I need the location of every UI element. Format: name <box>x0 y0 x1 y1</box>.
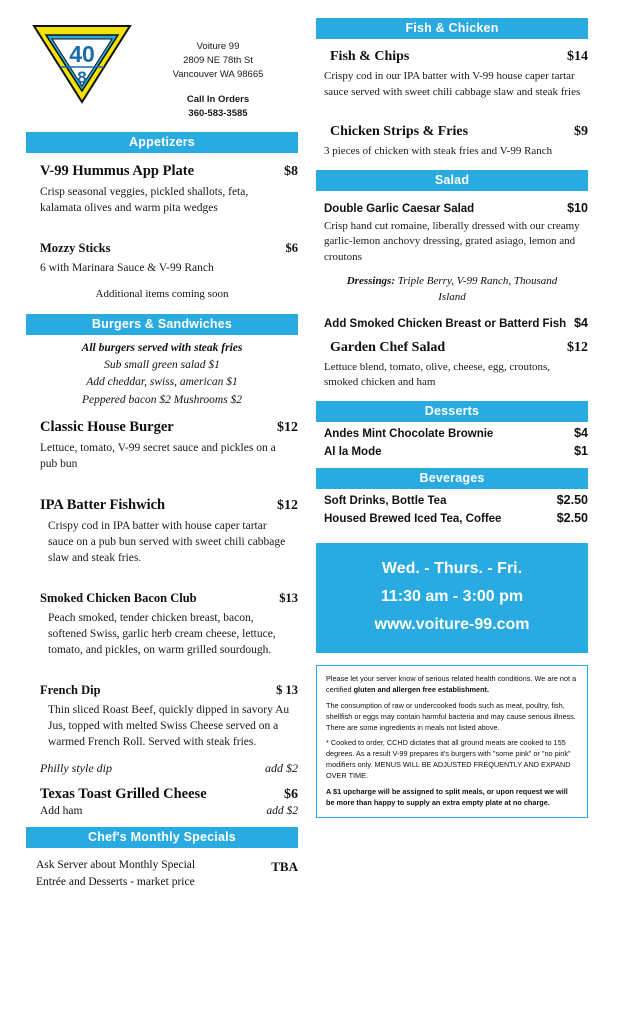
menu-item-price: $6 <box>285 240 298 255</box>
burgers-note-line-2: Sub small green salad $1 <box>104 359 220 372</box>
address-line-2: 2809 NE 78th St <box>183 54 253 66</box>
menu-item-description: Thin sliced Roast Beef, quickly dipped in savory Au Jus, topped with melted Swiss Cheese served on a warmed French Roll. Served with steak fries. <box>48 703 290 749</box>
burgers-note <box>26 340 298 409</box>
voiture-40-8-emblem-icon <box>26 18 138 108</box>
disclaimer-paragraph-1 <box>326 674 578 696</box>
menu-item-name: Garden Chef Salad <box>330 339 446 355</box>
menu-item-price: $12 <box>277 419 298 435</box>
menu-item-name: Fish & Chips <box>330 49 410 64</box>
menu-item-name: Add Smoked Chicken Breast or Batterd Fish <box>324 317 567 330</box>
chefs-specials-text: Ask Server about Monthly Special Entrée and Desserts - market price <box>36 858 196 888</box>
menu-item-chicken-strips-and-fries <box>316 124 588 140</box>
menu-item-al-la-mode <box>316 444 588 458</box>
menu-item-price: $9 <box>574 124 588 140</box>
website-link[interactable]: www.voiture-99.com <box>374 615 530 633</box>
disclaimer-paragraph-2: The consumption of raw or undercooked foods such as meat, poultry, fish, shellfish or eggs may contain harmful bacteria and may cause serious illness. There are some ingredients in meals not listed above. <box>326 700 576 732</box>
menu-item-name: Double Garlic Caesar Salad <box>324 202 475 215</box>
section-header-fish-chicken: Fish & Chicken <box>316 18 588 39</box>
address-line-3: Vancouver WA 98665 <box>172 68 264 80</box>
menu-item-smoked-chicken-bacon-club <box>26 591 298 606</box>
menu-item-name: French Dip <box>40 682 101 697</box>
menu-item-price: $10 <box>567 200 588 215</box>
section-header-beverages: Beverages <box>316 468 588 489</box>
addon-price: add $2 <box>265 760 298 775</box>
menu-item-iced-tea-coffee <box>316 511 588 525</box>
section-header-appetizers: Appetizers <box>26 132 298 153</box>
menu-item-name: IPA Batter Fishwich <box>40 496 166 513</box>
disclaimer-paragraph-4: A $1 upcharge will be assigned to split meals, or upon request we will be more than happy to supply an extra empty plate at no charge. <box>326 787 568 808</box>
burgers-note-line-3: Add cheddar, swiss, american $1 <box>86 376 238 389</box>
appetizers-note: Additional items coming soon <box>95 287 229 300</box>
menu-item-classic-house-burger <box>26 419 298 436</box>
menu-item-price: $12 <box>277 497 298 513</box>
menu-item-garden-chef-salad <box>316 340 588 356</box>
menu-item-description: Lettuce, tomato, V-99 secret sauce and pickles on a pub bun <box>40 441 276 471</box>
menu-item-name: V-99 Hummus App Plate <box>40 163 195 179</box>
section-header-chefs-specials: Chef's Monthly Specials <box>26 827 298 848</box>
burgers-note-line-1: All burgers served with steak fries <box>81 341 243 354</box>
menu-item-name: Al la Mode <box>324 445 382 458</box>
section-header-burgers: Burgers & Sandwiches <box>26 314 298 335</box>
menu-item-price: $1 <box>574 443 588 458</box>
call-in-orders-label: Call In Orders <box>186 94 250 106</box>
menu-item-description: Lettuce blend, tomato, olive, cheese, egg, croutons, smoked chicken and ham <box>324 360 551 389</box>
menu-item-name: Mozzy Sticks <box>40 240 111 255</box>
menu-item-description: 6 with Marinara Sauce & V-99 Ranch <box>40 261 214 274</box>
addon-label: Add ham <box>40 804 83 817</box>
menu-item-price: $13 <box>279 590 298 605</box>
menu-item-name: Andes Mint Chocolate Brownie <box>324 427 494 440</box>
menu-item-hummus <box>26 163 298 180</box>
addon-label: Philly style dip <box>40 760 112 775</box>
menu-item-price: $8 <box>284 164 298 179</box>
restaurant-address <box>138 18 298 121</box>
menu-item-name: Classic House Burger <box>40 418 174 435</box>
disclaimer-paragraph-3: * Cooked to order, CCHD dictates that all ground meats are cooked to 155 degrees. As a result V-99 prepares it's burgers with "some pink" or "no pink" modifiers only. MENUS WILL BE ADJUSTED FREQUENTLY AND EXPAND OVER TIME. <box>326 738 571 781</box>
menu-item-double-garlic-caesar-salad <box>316 201 588 215</box>
addon-price: add $2 <box>266 804 298 817</box>
burgers-note-line-4: Peppered bacon $2 Mushrooms $2 <box>81 393 243 406</box>
call-in-orders <box>138 93 298 121</box>
menu-item-name: Chicken Strips & Fries <box>330 124 469 140</box>
menu-item-name: Soft Drinks, Bottle Tea <box>324 494 447 507</box>
menu-item-name: Texas Toast Grilled Cheese <box>40 785 207 802</box>
menu-item-description: Crisp seasonal veggies, pickled shallots, feta, kalamata olives and warm pita wedges <box>40 186 249 215</box>
left-column <box>26 18 298 1014</box>
menu-item-texas-toast-grilled-cheese <box>26 786 298 803</box>
menu-item-description: Peach smoked, tender chicken breast, bacon, softened Swiss, garlic herb cream cheese, lettuce, tomato, and pickles, on warm grilled sourdough. <box>48 611 276 657</box>
menu-item-fish-and-chips <box>316 49 588 65</box>
menu-item-description: Crispy cod in our IPA batter with V-99 house caper tartar sauce served with sweet chili cabbage slaw and steak fries <box>324 70 581 98</box>
menu-item-price: $12 <box>567 339 588 355</box>
chefs-specials-row <box>26 857 298 892</box>
menu-item-price: $4 <box>574 425 588 440</box>
address-line-1: Voiture 99 <box>196 41 240 52</box>
hours-days: Wed. - Thurs. - Fri. <box>381 559 523 577</box>
menu-item-ipa-batter-fishwich <box>26 497 298 514</box>
disclaimer-p1-b: gluten and allergen free establishment. <box>353 684 490 694</box>
svg-text:8: 8 <box>77 68 87 87</box>
chefs-specials-tba: TBA <box>271 858 298 874</box>
svg-text:40: 40 <box>69 41 95 67</box>
menu-item-name: Housed Brewed Iced Tea, Coffee <box>324 512 502 525</box>
dressings-label: Dressings: <box>346 274 396 287</box>
hours-box <box>316 543 588 653</box>
addon-add-ham <box>26 805 298 817</box>
dressings-value: Triple Berry, V-99 Ranch, Thousand Island <box>397 274 558 303</box>
phone-number: 360-583-3585 <box>188 108 248 120</box>
menu-item-price: $2.50 <box>556 492 588 507</box>
menu-item-add-protein <box>316 316 588 330</box>
menu-item-description: Crisp hand cut romaine, liberally dressed with our creamy garlic-lemon anchovy dressing, grated asiago, lemon and croutons <box>324 219 580 264</box>
menu-item-description: Crispy cod in IPA batter with house caper tartar sauce on a pub bun served with sweet chili cabbage slaw and steak fries. <box>48 519 286 565</box>
menu-item-french-dip <box>26 683 298 698</box>
section-header-salad: Salad <box>316 170 588 191</box>
menu-header <box>26 18 298 126</box>
menu-item-soft-drinks <box>316 493 588 507</box>
menu-columns <box>26 18 596 1014</box>
salad-dressings <box>316 274 588 306</box>
menu-item-price: $4 <box>574 315 588 330</box>
menu-item-price: $14 <box>567 49 588 64</box>
disclaimer-p1-a: Please let your server know of serious related health conditions. We are not a certified <box>326 673 577 694</box>
hours-times: 11:30 am - 3:00 pm <box>380 587 524 605</box>
menu-item-andes-mint-brownie <box>316 426 588 440</box>
menu-item-description: 3 pieces of chicken with steak fries and V-99 Ranch <box>324 145 553 158</box>
menu-item-price: $ 13 <box>276 682 298 697</box>
menu-item-name: Smoked Chicken Bacon Club <box>40 590 197 605</box>
section-header-desserts: Desserts <box>316 401 588 422</box>
health-disclaimer-box <box>316 665 588 818</box>
menu-item-price: $6 <box>284 786 298 802</box>
menu-item-price: $2.50 <box>556 510 588 525</box>
right-column <box>316 18 588 1014</box>
menu-item-mozzy-sticks <box>26 241 298 256</box>
addon-philly-style-dip <box>26 761 298 776</box>
